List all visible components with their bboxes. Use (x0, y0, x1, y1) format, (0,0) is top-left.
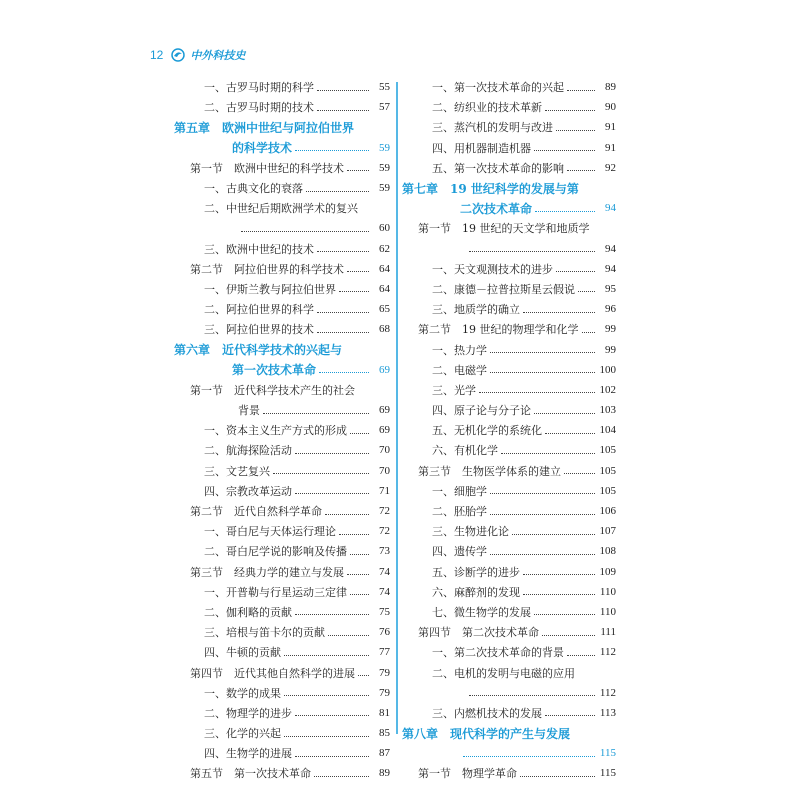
leader-dots (350, 433, 369, 434)
toc-entry (174, 642, 390, 662)
leader-dots (347, 271, 369, 272)
leader-dots (339, 291, 369, 292)
toc-entry (402, 97, 616, 117)
toc-entry (402, 662, 616, 682)
toc-right-column (402, 77, 616, 784)
toc-page-number: 73 (379, 545, 390, 558)
toc-section-entry (402, 218, 616, 238)
toc-entry-title: 五、第一次技术革命的影响 (432, 161, 564, 175)
toc-entry-title: 第一次技术革命 (232, 363, 317, 378)
toc-page-number: 115 (599, 767, 616, 780)
leader-dots (490, 554, 595, 555)
toc-entry-title: 一、资本主义生产方式的形成 (204, 424, 347, 438)
leader-dots (347, 574, 369, 575)
toc-entry-title: 一、天文观测技术的进步 (432, 262, 553, 276)
toc-page-number: 79 (379, 686, 390, 699)
toc-page-number: 68 (379, 323, 390, 336)
toc-chapter-entry (174, 360, 390, 380)
toc-page-number: 75 (379, 605, 390, 618)
toc-entry (174, 198, 390, 218)
toc-entry-title: 三、地质学的确立 (432, 303, 520, 317)
toc-entry-title: 第一节 19 世纪的天文学和地质学 (418, 222, 590, 236)
toc-page-number: 59 (379, 141, 390, 154)
toc-page-number: 112 (599, 646, 616, 659)
toc-entry-title: 第一节 物理学革命 (418, 767, 517, 781)
toc-page-number: 74 (379, 585, 390, 598)
toc-entry-title: 一、第二次技术革命的背景 (432, 646, 564, 660)
leader-dots (567, 90, 595, 91)
toc-entry (402, 541, 616, 561)
toc-page-number: 112 (599, 686, 616, 699)
toc-page-number: 104 (599, 424, 616, 437)
toc-page-number: 105 (599, 464, 616, 477)
toc-page-number: 115 (599, 747, 616, 760)
toc-left-column (174, 77, 390, 784)
toc-section-entry (174, 380, 390, 400)
toc-entry-title: 四、用机器制造机器 (432, 141, 531, 155)
toc-page-number: 106 (599, 505, 616, 518)
toc-page-number: 100 (599, 363, 616, 376)
leader-dots (490, 514, 595, 515)
toc-chapter-entry (402, 178, 616, 198)
toc-entry (174, 743, 390, 763)
leader-dots (567, 170, 595, 171)
leader-dots (469, 251, 595, 252)
toc-page-number: 65 (379, 303, 390, 316)
toc-page-number: 74 (379, 565, 390, 578)
toc-entry-title: 三、蒸汽机的发明与改进 (432, 121, 553, 135)
toc-page-number: 72 (379, 505, 390, 518)
toc-entry-title: 背景 (238, 404, 260, 418)
toc-page-number: 99 (605, 323, 616, 336)
toc-page-number: 71 (379, 484, 390, 497)
toc-entry-title: 三、欧洲中世纪的技术 (204, 242, 314, 256)
toc-entry (174, 299, 390, 319)
toc-entry (402, 481, 616, 501)
toc-entry-title: 第三节 经典力学的建立与发展 (190, 565, 344, 579)
toc-section-entry (174, 562, 390, 582)
toc-chapter-entry (402, 723, 616, 743)
toc-entry-title: 三、内燃机技术的发展 (432, 706, 542, 720)
toc-entry (174, 239, 390, 259)
toc-entry-title: 第二节 近代自然科学革命 (190, 505, 322, 519)
toc-page-number: 94 (605, 242, 616, 255)
toc-entry-title: 第二节 阿拉伯世界的科学技术 (190, 262, 344, 276)
leader-dots (534, 150, 595, 151)
toc-entry-title: 第三节 生物医学体系的建立 (418, 464, 561, 478)
toc-page-number: 94 (605, 202, 616, 215)
leader-dots (295, 453, 369, 454)
toc-page-number: 79 (379, 666, 390, 679)
leader-dots (490, 493, 595, 494)
toc-entry-title: 三、生物进化论 (432, 525, 509, 539)
leader-dots (317, 312, 369, 313)
leader-dots (567, 655, 595, 656)
toc-entry-title: 二、康德－拉普拉斯星云假说 (432, 282, 575, 296)
toc-page-number: 103 (599, 404, 616, 417)
toc-entry (174, 77, 390, 97)
toc-section-entry (174, 763, 390, 783)
leader-dots (479, 392, 595, 393)
toc-entry-title: 一、古罗马时期的科学 (204, 81, 314, 95)
toc-entry-title: 一、伊斯兰教与阿拉伯世界 (204, 282, 336, 296)
toc-section-entry (174, 158, 390, 178)
toc-chapter-entry (174, 339, 390, 359)
leader-dots (545, 433, 595, 434)
leader-dots (545, 715, 595, 716)
leader-dots (317, 251, 369, 252)
toc-entry-title: 第四节 第二次技术革命 (418, 626, 539, 640)
toc-page-number: 110 (599, 585, 616, 598)
book-logo-icon (171, 48, 185, 62)
toc-entry (402, 117, 616, 137)
toc-entry (174, 703, 390, 723)
toc-page-number: 105 (599, 444, 616, 457)
toc-entry (174, 683, 390, 703)
toc-entry (174, 481, 390, 501)
leader-dots (556, 271, 595, 272)
toc-page-number: 109 (599, 565, 616, 578)
leader-dots (325, 514, 369, 515)
toc-entry-title: 四、宗教改革运动 (204, 484, 292, 498)
leader-dots (295, 493, 369, 494)
toc-entry (174, 97, 390, 117)
leader-dots (328, 635, 369, 636)
leader-dots (241, 231, 369, 232)
toc-entry (402, 158, 616, 178)
leader-dots (520, 776, 595, 777)
toc-entry (402, 239, 616, 259)
leader-dots (339, 534, 369, 535)
toc-entry-title: 二次技术革命 (460, 201, 533, 216)
toc-page-number: 85 (379, 727, 390, 740)
toc-entry-title: 三、文艺复兴 (204, 464, 270, 478)
leader-dots (284, 655, 369, 656)
toc-entry-title: 二、胚胎学 (432, 505, 487, 519)
toc-page-number: 107 (599, 525, 616, 538)
toc-chapter-entry (174, 138, 390, 158)
toc-page-number: 77 (379, 646, 390, 659)
column-divider (396, 82, 398, 734)
toc-entry-title: 第五章 欧洲中世纪与阿拉伯世界 (174, 120, 355, 135)
leader-dots (284, 695, 369, 696)
leader-dots (295, 756, 369, 757)
toc-page-number: 105 (599, 484, 616, 497)
toc-entry (402, 602, 616, 622)
page-number: 12 (150, 48, 164, 62)
toc-section-entry (174, 259, 390, 279)
toc-page-number: 69 (379, 404, 390, 417)
toc-entry-title: 五、诊断学的进步 (432, 565, 520, 579)
page-header (150, 44, 245, 66)
toc-chapter-entry (402, 198, 616, 218)
toc-page-number: 91 (605, 141, 616, 154)
toc-entry (402, 400, 616, 420)
toc-page-number: 90 (605, 101, 616, 114)
toc-entry-title: 一、热力学 (432, 343, 487, 357)
toc-page-number: 89 (379, 767, 390, 780)
toc-entry-title: 六、麻醉剂的发现 (432, 585, 520, 599)
toc-entry-title: 一、细胞学 (432, 484, 487, 498)
toc-page-number: 64 (379, 282, 390, 295)
toc-entry (402, 420, 616, 440)
toc-page-number: 87 (379, 747, 390, 760)
leader-dots (578, 291, 595, 292)
toc-entry-title: 第七章 19 世纪科学的发展与第 (402, 181, 579, 196)
toc-page-number: 70 (379, 444, 390, 457)
toc-page-number: 59 (379, 182, 390, 195)
toc-entry-title: 二、物理学的进步 (204, 706, 292, 720)
toc-entry-title: 的科学技术 (232, 141, 293, 156)
leader-dots (306, 191, 369, 192)
toc-entry (402, 703, 616, 723)
toc-entry-title: 三、培根与笛卡尔的贡献 (204, 626, 325, 640)
toc-page-number: 76 (379, 626, 390, 639)
toc-entry-title: 七、微生物学的发展 (432, 605, 531, 619)
leader-dots (263, 413, 369, 414)
toc-entry (174, 420, 390, 440)
leader-dots (284, 736, 369, 737)
toc-entry-title: 二、电机的发明与电磁的应用 (432, 666, 575, 680)
toc-entry (174, 521, 390, 541)
toc-entry (402, 77, 616, 97)
toc-entry (174, 461, 390, 481)
toc-page-number: 70 (379, 464, 390, 477)
toc-entry (402, 279, 616, 299)
toc-entry (402, 339, 616, 359)
leader-dots (347, 170, 369, 171)
toc-entry-title: 第二节 19 世纪的物理学和化学 (418, 323, 579, 337)
toc-entry (402, 138, 616, 158)
leader-dots (535, 211, 595, 212)
leader-dots (317, 90, 369, 91)
leader-dots (350, 554, 369, 555)
toc-entry (402, 299, 616, 319)
leader-dots (295, 614, 369, 615)
toc-entry (174, 218, 390, 238)
toc-entry (174, 400, 390, 420)
toc-entry (174, 602, 390, 622)
leader-dots (463, 756, 595, 757)
toc-entry-title: 四、遗传学 (432, 545, 487, 559)
toc-entry (402, 501, 616, 521)
toc-entry (402, 360, 616, 380)
leader-dots (534, 614, 595, 615)
toc-section-entry (402, 319, 616, 339)
toc-entry-title: 三、化学的兴起 (204, 727, 281, 741)
toc-entry-title: 一、古典文化的衰落 (204, 182, 303, 196)
toc-entry (402, 259, 616, 279)
leader-dots (534, 413, 595, 414)
toc-page-number: 59 (379, 161, 390, 174)
leader-dots (582, 332, 596, 333)
toc-entry-title: 二、电磁学 (432, 363, 487, 377)
toc-entry-title: 第五节 第一次技术革命 (190, 767, 311, 781)
leader-dots (317, 332, 369, 333)
toc-entry (402, 562, 616, 582)
toc-entry-title: 一、开普勒与行星运动三定律 (204, 585, 347, 599)
toc-entry (402, 521, 616, 541)
toc-entry-title: 四、原子论与分子论 (432, 404, 531, 418)
toc-section-entry (402, 622, 616, 642)
toc-page-number: 60 (379, 222, 390, 235)
leader-dots (564, 473, 595, 474)
toc-chapter-entry (174, 117, 390, 137)
toc-entry-title: 五、无机化学的系统化 (432, 424, 542, 438)
toc-entry-title: 四、生物学的进展 (204, 747, 292, 761)
toc-page-number: 94 (605, 262, 616, 275)
toc-entry-title: 第四节 近代其他自然科学的进展 (190, 666, 355, 680)
toc-entry-title: 二、阿拉伯世界的科学 (204, 303, 314, 317)
leader-dots (545, 110, 595, 111)
toc-entry-title: 二、伽利略的贡献 (204, 605, 292, 619)
toc-entry-title: 三、阿拉伯世界的技术 (204, 323, 314, 337)
toc-entry (402, 380, 616, 400)
toc-page-number: 102 (599, 383, 616, 396)
toc-page-number: 69 (379, 424, 390, 437)
leader-dots (490, 352, 595, 353)
toc-entry-title: 第一节 欧洲中世纪的科学技术 (190, 161, 344, 175)
toc-entry-title: 二、中世纪后期欧洲学术的复兴 (204, 202, 358, 216)
toc-page-number: 72 (379, 525, 390, 538)
toc-entry-title: 四、牛顿的贡献 (204, 646, 281, 660)
leader-dots (295, 715, 369, 716)
leader-dots (556, 130, 595, 131)
leader-dots (469, 695, 595, 696)
toc-entry-title: 一、哥白尼与天体运行理论 (204, 525, 336, 539)
toc-page-number: 69 (379, 363, 390, 376)
toc-section-entry (174, 662, 390, 682)
toc-entry (174, 178, 390, 198)
toc-entry-title: 二、哥白尼学说的影响及传播 (204, 545, 347, 559)
leader-dots (512, 534, 595, 535)
toc-entry-title: 三、光学 (432, 383, 476, 397)
book-title: 中外科技史 (190, 49, 246, 62)
toc-page-number: 64 (379, 262, 390, 275)
leader-dots (490, 372, 595, 373)
toc-entry-title: 六、有机化学 (432, 444, 498, 458)
toc-entry-title: 一、数学的成果 (204, 686, 281, 700)
toc-entry (402, 642, 616, 662)
toc-page-number: 55 (379, 81, 390, 94)
toc-section-entry (402, 763, 616, 783)
toc-entry (174, 319, 390, 339)
toc-entry-title: 二、古罗马时期的技术 (204, 101, 314, 115)
toc-entry (402, 582, 616, 602)
leader-dots (501, 453, 595, 454)
leader-dots (523, 594, 595, 595)
toc-entry (174, 440, 390, 460)
toc-entry-title: 二、航海探险活动 (204, 444, 292, 458)
toc-page-number: 57 (379, 101, 390, 114)
leader-dots (523, 312, 595, 313)
toc-entry-title: 第一节 近代科学技术产生的社会 (190, 383, 355, 397)
toc-page-number: 99 (605, 343, 616, 356)
toc-entry (402, 440, 616, 460)
toc-page-number: 96 (605, 303, 616, 316)
toc-entry (174, 622, 390, 642)
toc-section-entry (174, 501, 390, 521)
leader-dots (317, 110, 369, 111)
leader-dots (295, 150, 369, 151)
toc-entry (174, 582, 390, 602)
leader-dots (314, 776, 369, 777)
leader-dots (542, 635, 595, 636)
toc-page-number: 110 (599, 605, 616, 618)
toc-page-number: 62 (379, 242, 390, 255)
toc-page-number: 89 (605, 81, 616, 94)
toc-page-number: 95 (605, 282, 616, 295)
toc-entry-title: 二、纺织业的技术革新 (432, 101, 542, 115)
toc-entry-title: 一、第一次技术革命的兴起 (432, 81, 564, 95)
toc-section-entry (402, 461, 616, 481)
leader-dots (319, 372, 369, 373)
toc-page-number: 113 (599, 706, 616, 719)
toc-page-number: 111 (600, 626, 616, 639)
toc-page-number: 91 (605, 121, 616, 134)
toc-entry (174, 723, 390, 743)
leader-dots (273, 473, 369, 474)
toc-entry-title: 第八章 现代科学的产生与发展 (402, 726, 571, 741)
toc-page-number: 108 (599, 545, 616, 558)
leader-dots (358, 675, 369, 676)
toc-chapter-entry (402, 743, 616, 763)
toc-entry (174, 279, 390, 299)
toc-page-number: 81 (379, 706, 390, 719)
toc-entry (402, 683, 616, 703)
leader-dots (350, 594, 369, 595)
leader-dots (523, 574, 595, 575)
toc-entry (174, 541, 390, 561)
toc-page-number: 92 (605, 161, 616, 174)
toc-entry-title: 第六章 近代科学技术的兴起与 (174, 343, 343, 358)
